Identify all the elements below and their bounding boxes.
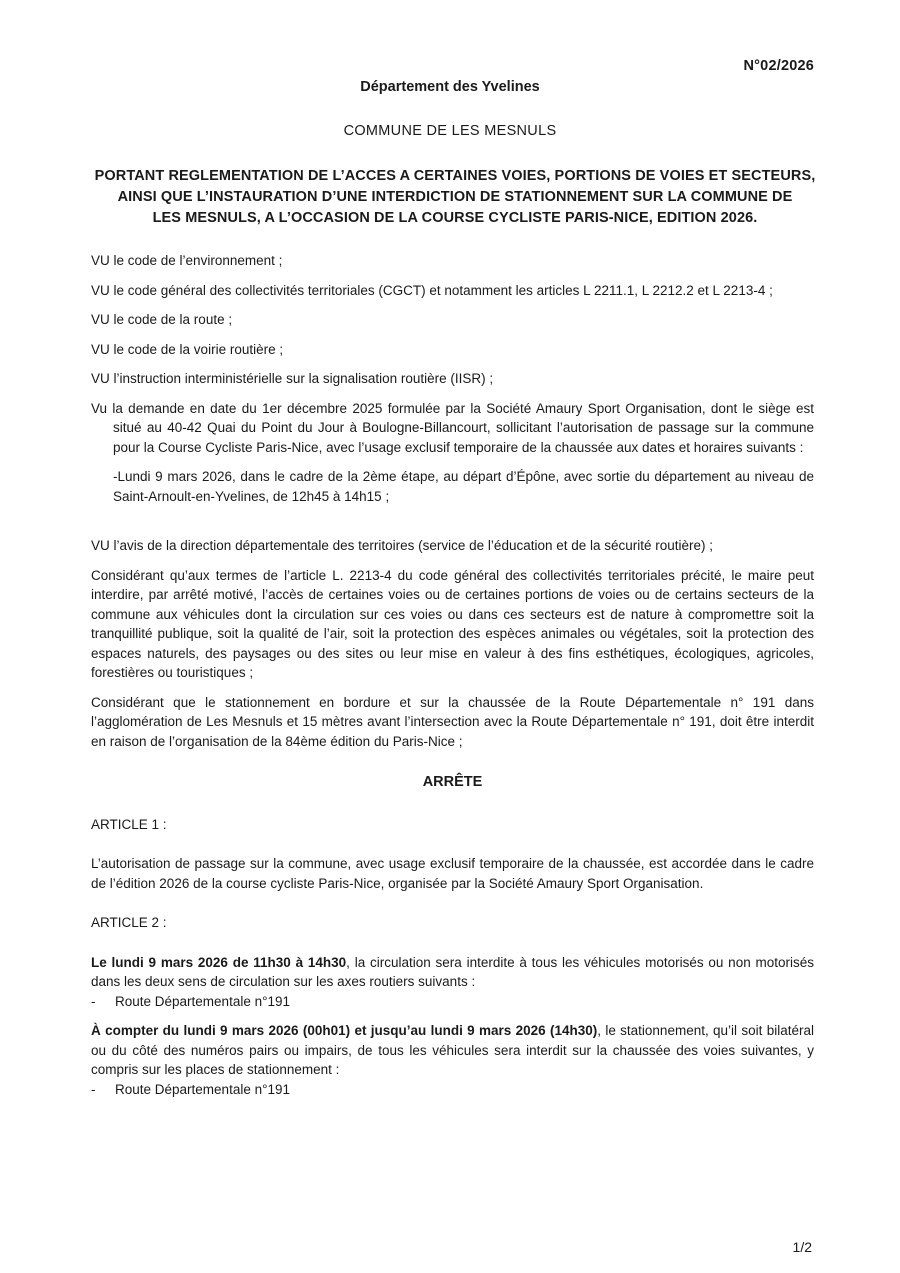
road-name: Route Départementale n°191 (115, 1081, 291, 1097)
road-name: Route Départementale n°191 (115, 993, 291, 1009)
article-1-label: ARTICLE 1 : (91, 816, 167, 832)
visa-item: VU l’instruction interministérielle sur la signalisation routière (IISR) ; (91, 371, 494, 386)
department-name: Département des Yvelines (360, 79, 540, 95)
visa-item: VU le code de la route ; (91, 312, 233, 327)
article-1-text: L’autorisation de passage sur la commune, avec usage exclusif temporaire de la chaussée, est accordée dans le cadre de l’édition 2026 de la course cycliste Paris-Nice, organisée par la Société Amaury Sport Organisation. (91, 856, 814, 891)
considering-paragraph: Considérant que le stationnement en bordure et sur la chaussée de la Route Départementale n° 191 dans l’agglomération de Les Mesnuls et 15 mètres avant l’intersection avec la Route Départementale n° 191, doit être interdit en raison de l’organisation de la 84ème édition du Paris-Nice ; (91, 694, 814, 749)
list-item (91, 992, 814, 1012)
parking-ban-dates: À compter du lundi 9 mars 2026 (00h01) et jusqu’au lundi 9 mars 2026 (14h30) (91, 1023, 598, 1038)
traffic-ban-text: , la circulation sera interdite à tous les véhicules motorisés ou non motorisés dans les deux sens de circulation sur les axes routiers suivants : (91, 954, 815, 989)
dir-opinion-visa: VU l’avis de la direction départementale des territoires (service de l’éducation et de la sécurité routière) ; (91, 538, 714, 553)
decree-title (90, 166, 820, 229)
decree-title-line: PORTANT REGLEMENTATION DE L’ACCES A CERTAINES VOIES, PORTIONS DE VOIES ET SECTEURS, (94, 168, 816, 184)
visa-item: VU le code de l’environnement ; (91, 253, 283, 268)
traffic-ban-dates: Le lundi 9 mars 2026 de 11h30 à 14h30 (91, 954, 347, 970)
list-item (91, 1080, 814, 1100)
decree-body (91, 251, 814, 1099)
parking-ban-text: , le stationnement, qu’il soit bilatéral ou du côté des numéros pairs ou impairs, de tous les véhicules sera interdit sur la chaussée des voies suivantes, y compris sur les places de stationnement : (91, 1023, 814, 1077)
article-2-traffic-paragraph (91, 953, 814, 992)
decree-heading: ARRÊTE (422, 774, 483, 790)
decree-reference-number: N°02/2026 (743, 58, 814, 74)
request-paragraph: Vu la demande en date du 1er décembre 2025 formulée par la Société Amaury Sport Organisation, dont le siège est situé au 40-42 Quai du Point du Jour à Boulogne-Billancourt, sollicitant l’autorisation de passage sur la commune pour la Course Cycliste Paris-Nice, avec l’usage exclusif temporaire de la chaussée aux dates et horaires suivants : (91, 400, 814, 455)
considering-paragraph: Considérant qu’aux termes de l’article L. 2213-4 du code général des collectivités territoriales précité, le maire peut interdire, par arrêté motivé, l’accès de certaines voies ou de certaines portions de voies ou de certains secteurs de la commune aux véhicules dont la circulation sur ces voies ou dans ces secteurs est de nature à compromettre soit la tranquillité publique, soit la qualité de l’air, soit la protection des espèces animales ou végétales, soit la protection des espaces naturels, des paysages ou des sites ou leur mise en valeur à des fins esthétiques, écologiques, agricoles, forestières ou touristiques ; (91, 567, 814, 680)
visa-item: VU le code général des collectivités territoriales (CGCT) et notamment les articles L 2211.1, L 2212.2 et L 2213-4 ; (91, 282, 773, 298)
visa-item: VU le code de la voirie routière ; (91, 341, 284, 357)
request-schedule-detail: -Lundi 9 mars 2026, dans le cadre de la 2ème étape, au départ d’Épône, avec sortie du département au niveau de Saint-Arnoult-en-Yvelines, de 12h45 à 14h15 ; (113, 469, 814, 504)
page-number: 1/2 (792, 1239, 812, 1255)
decree-title-line: AINSI QUE L’INSTAURATION D’UNE INTERDICTION DE STATIONNEMENT SUR LA COMMUNE DE (117, 189, 793, 205)
dash-bullet: - (91, 1081, 96, 1097)
decree-title-line: LES MESNULS, A L’OCCASION DE LA COURSE CYCLISTE PARIS-NICE, EDITION 2026. (152, 210, 758, 226)
article-2-label: ARTICLE 2 : (91, 915, 167, 930)
dash-bullet: - (91, 993, 96, 1009)
article-2-parking-paragraph (91, 1021, 814, 1080)
commune-name: COMMUNE DE LES MESNULS (343, 123, 557, 139)
